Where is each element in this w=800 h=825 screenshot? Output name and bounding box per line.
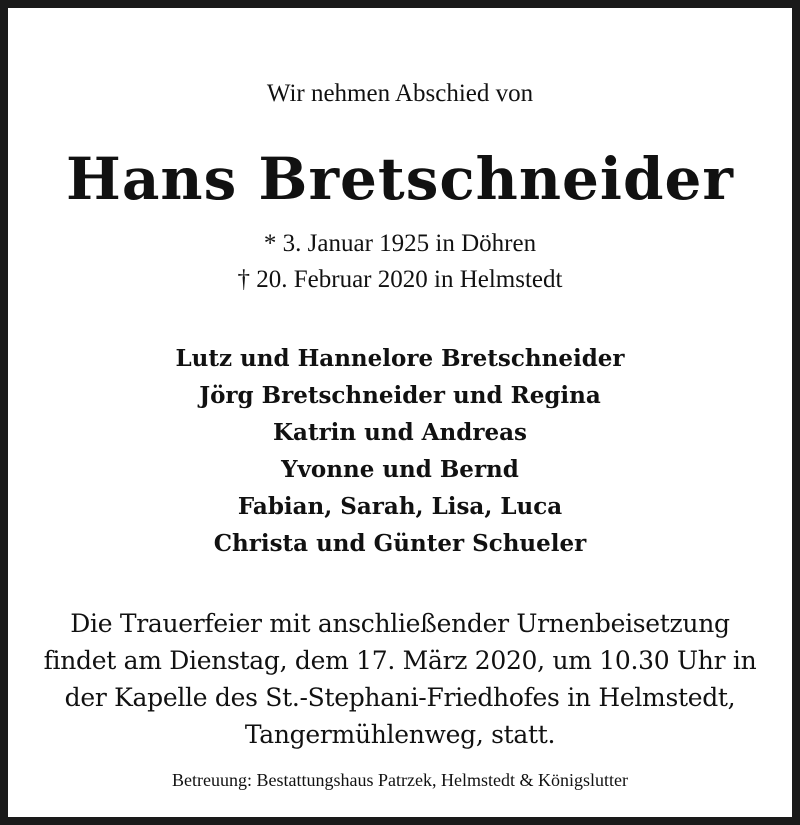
mourner-line: Jörg Bretschneider und Regina xyxy=(199,382,601,409)
mourner-line: Lutz und Hannelore Bretschneider xyxy=(175,345,625,372)
mourner-line: Katrin und Andreas xyxy=(273,419,527,446)
death-date: † 20. Februar 2020 in Helmstedt xyxy=(237,266,563,293)
service-line: Die Trauerfeier mit anschließender Urnenbeisetzung xyxy=(70,609,730,638)
deceased-name: Hans Bretschneider xyxy=(66,145,734,213)
service-line: der Kapelle des St.-Stephani-Friedhofes in Helmstedt, xyxy=(64,683,736,712)
birth-date: * 3. Januar 1925 in Döhren xyxy=(263,230,537,257)
mourner-line: Yvonne und Bernd xyxy=(281,456,519,483)
service-line: findet am Dienstag, dem 17. März 2020, um 10.30 Uhr in xyxy=(43,646,757,675)
intro-text: Wir nehmen Abschied von xyxy=(266,80,534,107)
service-line: Tangermühlenweg, statt. xyxy=(244,720,556,749)
funeral-home-credit: Betreuung: Bestattungshaus Patrzek, Helmstedt & Königslutter xyxy=(172,770,628,790)
mourner-line: Christa und Günter Schueler xyxy=(213,530,587,557)
mourner-line: Fabian, Sarah, Lisa, Luca xyxy=(237,493,563,520)
